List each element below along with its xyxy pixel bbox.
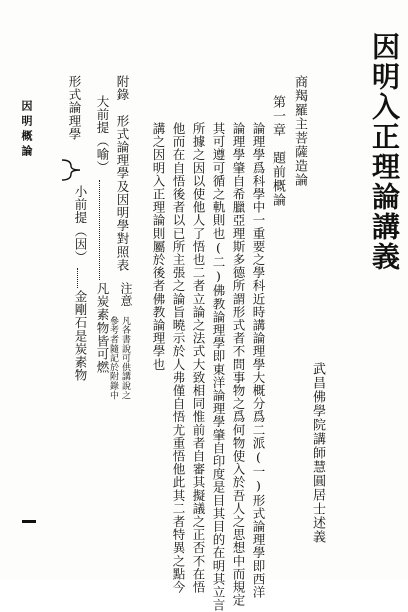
table-branch-2-answer: 金剛石是炭素物 [73, 290, 88, 382]
table-root: 形式論理學 [67, 75, 82, 141]
body-line: 他而在自悟後者以已所主張之論旨曉示於人弗僅自悟尤重悟他此其二者特異之點今 [171, 122, 186, 594]
note-line: 凡各書說可供講說之 [120, 316, 130, 400]
body-line: 所據之因以使他人了悟也二者立論之法式大致相同惟前者自審其擬議之正否不在悟 [191, 122, 206, 594]
body-line: 論理學爲科學中一重要之學科近時講論理學大概分爲二派(一)形式論理學即西洋 [251, 122, 266, 599]
document-title: 因明入正理論講義 [368, 32, 401, 272]
dotted-leader [77, 268, 78, 288]
brace-icon [60, 158, 82, 182]
body-line: 其可遵可循之軌則也(二)佛教論理學即東洋論理學肇自印度是目其目的在明其立言 [211, 122, 226, 612]
subtitle: 商羯羅主菩薩造論 [292, 75, 307, 187]
margin-heading: 因明概論 [20, 100, 33, 160]
table-branch-1-answer: 凡炭素物皆可燃 [95, 282, 110, 374]
table-branch-1: 大前提（喻） [95, 95, 110, 174]
chapter-heading: 第一章 題前概論 [270, 95, 285, 207]
body-line: 論理學肇自希臘亞理斯多德所謂形式者不問事物之爲何物使入於吾人之思想中而規定 [231, 122, 246, 607]
appendix-heading: 附錄 形式論理學及因明學對照表 [115, 75, 130, 272]
body-line: 講之因明入正理論則屬於後者佛教論理學也 [151, 122, 166, 371]
page-number [22, 520, 36, 523]
dotted-leader [99, 180, 100, 280]
table-branch-2: 小前提（因） [73, 185, 88, 264]
note-label: 注意 [119, 282, 133, 308]
note-line: 參考者隨記於附錄中 [108, 316, 118, 400]
author-line: 武昌佛學院講師慧圓居士述義 [310, 362, 325, 544]
